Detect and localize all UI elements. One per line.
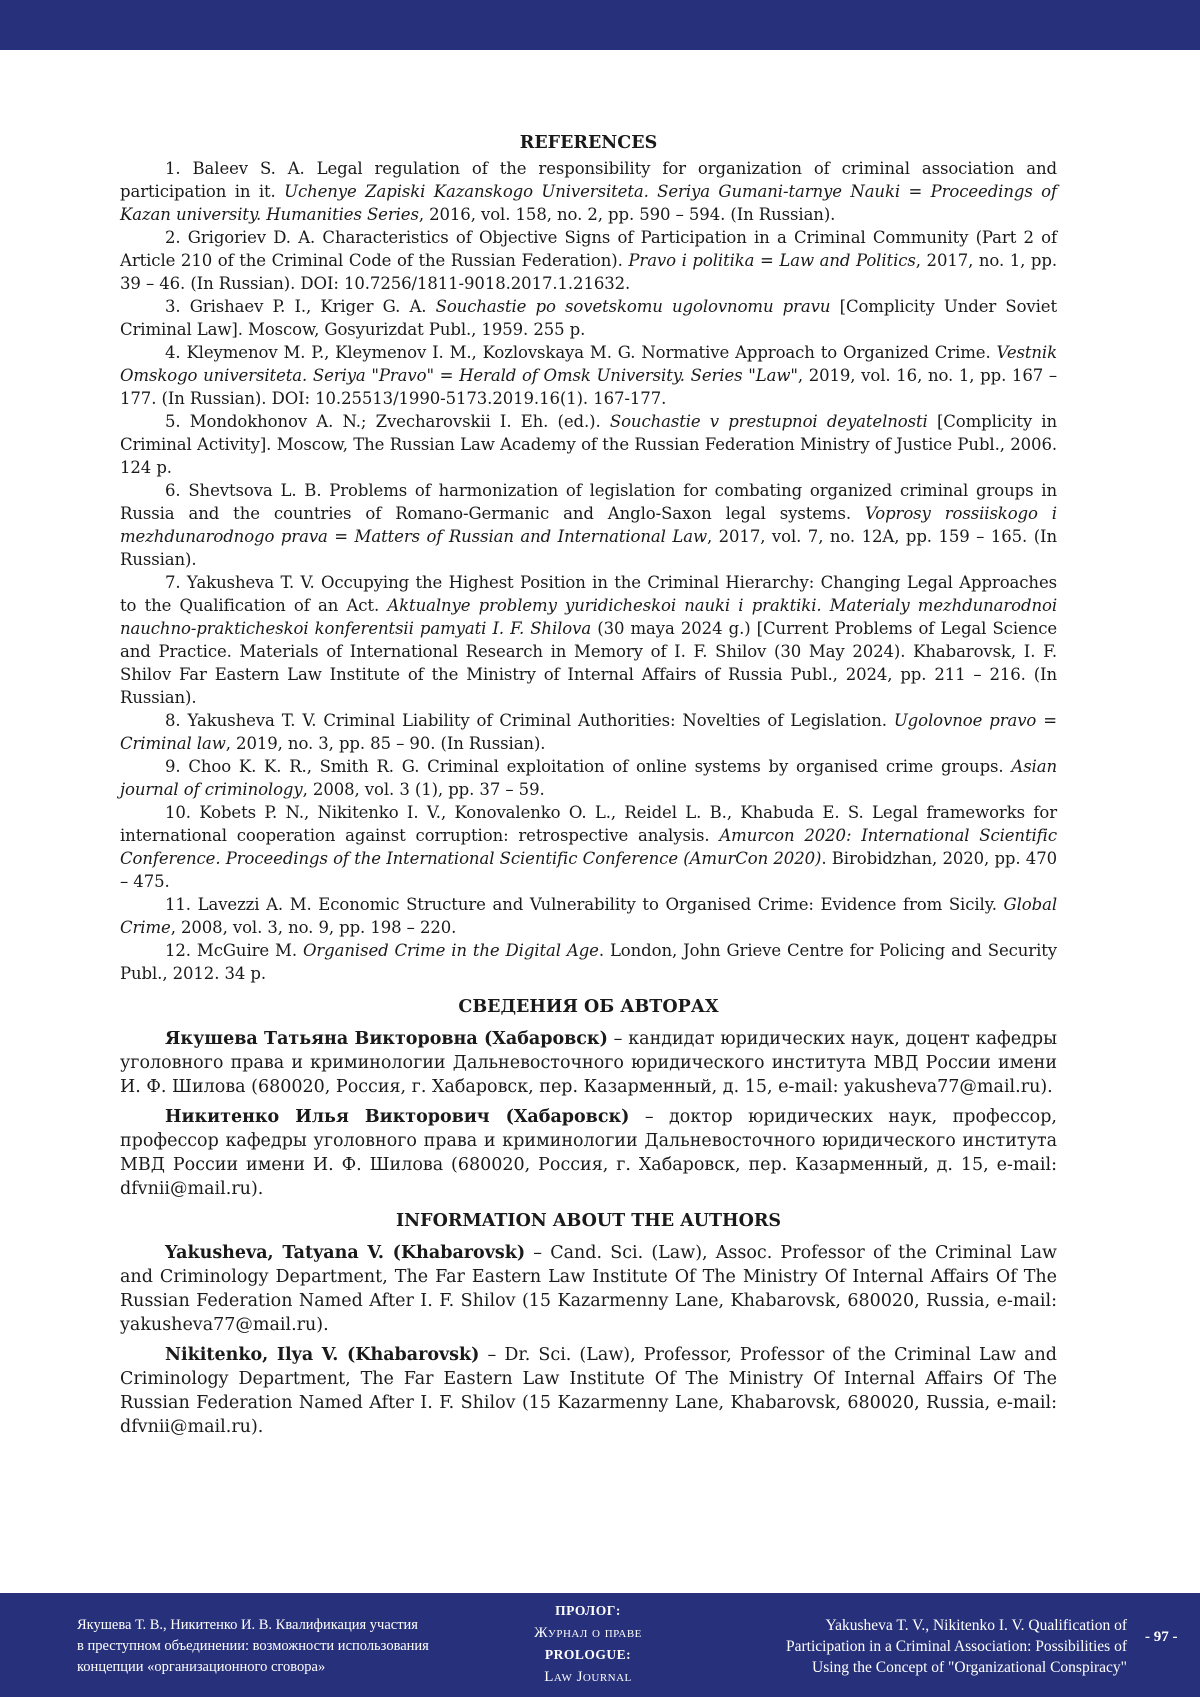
reference-text: 10. Kobets P. N., Nikitenko I. V., Konovalenko O. L., Reidel L. B., Khabuda E. S. Legal frameworks for international cooperation against corruption: retrospective analysis. [120,803,1057,845]
reference-text: , 2017, vol. 7, no. 12A, pp. 159 – 165. (In Russian). [120,527,1057,569]
footer-en-line: Participation in a Criminal Association: Possibilities of [786,1638,1127,1655]
header-bar [0,0,1200,50]
reference-item [120,939,1057,985]
reference-text: 9. Choo K. K. R., Smith R. G. Criminal exploitation of online systems by organised crime groups. [165,757,1012,776]
reference-item [120,479,1057,571]
footer-ru-line: в преступном объединении: возможности использования [77,1638,429,1654]
reference-text: 7. Yakusheva T. V. Occupying the Highest Position in the Criminal Hierarchy: Changing Legal Approaches to the Qualification of an Act. [120,573,1057,615]
reference-text: 8. Yakusheva T. V. Criminal Liability of Criminal Authorities: Novelties of Legislation. [165,711,894,730]
references-list [120,157,1057,985]
author-details: – доктор юридических наук, профессор, профессор кафедры уголовного права и криминологии Дальневосточного юридического института МВД России имени И. Ф. Шилова (680020, Россия, г. Хабаровск, пер. Казарменный, д. 15, e-mail: dfvnii@mail.ru). [120,1107,1057,1199]
reference-source-title: Pravo i politika = Law and Politics [628,251,916,270]
author-details: – кандидат юридических наук, доцент кафедры уголовного права и криминологии Дальневосточного юридического института МВД России имени И. Ф. Шилова (680020, Россия, г. Хабаровск, пер. Казарменный, д. 15, e-mail: yakusheva77@mail.ru). [120,1029,1057,1097]
reference-source-title: Global Crime [120,895,1057,937]
author-name: Никитенко Илья Викторович (Хабаровск) [165,1107,630,1127]
reference-source-title: Amurcon 2020: International Scientific Conference. Proceedings of the International Scientific Conference (AmurCon 2020) [120,826,1057,868]
reference-source-title: Souchastie v prestupnoi deyatelnosti [609,412,928,431]
reference-item [120,801,1057,893]
author-details: – Dr. Sci. (Law), Professor, Professor of the Criminal Law and Criminology Department, The Far Eastern Law Institute Of The Ministry Of Internal Affairs Of The Russian Federation Named After I. F. Shilov (15 Kazarmenny Lane, Khabarovsk, 680020, Russia, e-mail: dfvnii@mail.ru). [120,1345,1057,1437]
reference-source-title: Souchastie po sovetskomu ugolovnomu pravu [435,297,831,316]
reference-text: , 2016, vol. 158, no. 2, pp. 590 – 594. (In Russian). [418,205,836,224]
reference-text: (30 maya 2024 g.) [Current Problems of Legal Science and Practice. Materials of International Research in Memory of I. F. Shilov (30 May 2024). Khabarovsk, I. F. Shilov Far Eastern Law Institute of the Ministry of Internal Affairs of Russia Publ., 2024, pp. 211 – 216. (In Russian). [120,619,1057,707]
authors-en-heading: INFORMATION ABOUT THE AUTHORS [395,1211,782,1231]
reference-text: 4. Kleymenov M. P., Kleymenov I. M., Kozlovskaya M. G. Normative Approach to Organized Crime. [165,343,997,362]
reference-source-title: Uchenye Zapiski Kazanskogo Universiteta. Seriya Gumani-tarnye Nauki = Proceedings of Kazan university. Humanities Series [120,182,1057,224]
reference-item [120,157,1057,226]
reference-item [120,893,1057,939]
reference-source-title: Asian journal of criminology [120,757,1057,799]
reference-source-title: Vestnik Omskogo universiteta. Seriya "Pravo" = Herald of Omsk University. Series "Law" [120,343,1057,385]
reference-text: , 2008, vol. 3 (1), pp. 37 – 59. [302,780,545,799]
reference-item [120,341,1057,410]
reference-text: 1. Baleev S. A. Legal regulation of the responsibility for organization of criminal association and participation in it. [120,159,1057,201]
author-entry [120,1105,1057,1201]
journal-logo-text [488,1600,688,1688]
reference-text: [Complicity in Criminal Activity]. Moscow, The Russian Law Academy of the Russian Federation Ministry of Justice Publ., 2006. 124 p. [120,412,1057,477]
reference-text: . Birobidzhan, 2020, pp. 470 – 475. [120,849,1057,891]
authors-ru-list [120,1027,1057,1201]
references-heading: REFERENCES [519,133,658,153]
reference-text: 6. Shevtsova L. B. Problems of harmonization of legislation for combating organized criminal groups in Russia and the countries of Romano-Germanic and Anglo-Saxon legal systems. [120,481,1057,523]
footer-citation-ru [77,1615,477,1678]
footer-ru-line: Якушева Т. В., Никитенко И. В. Квалификация участия [77,1617,418,1633]
reference-source-title: Voprosy rossiiskogo i mezhdunarodnogo prava = Matters of Russian and International Law [120,504,1057,546]
author-details: – Cand. Sci. (Law), Assoc. Professor of the Criminal Law and Criminology Department, The Far Eastern Law Institute Of The Ministry Of Internal Affairs Of The Russian Federation Named After I. F. Shilov (15 Kazarmenny Lane, Khabarovsk, 680020, Russia, e-mail: yakusheva77@mail.ru). [120,1243,1058,1335]
footer-en-line: Using the Concept of "Organizational Conspiracy" [812,1659,1127,1676]
reference-text: , 2019, no. 3, pp. 85 – 90. (In Russian). [225,734,546,753]
reference-item [120,226,1057,295]
reference-text: [Complicity Under Soviet Criminal Law]. Moscow, Gosyurizdat Publ., 1959. 255 p. [120,297,1057,339]
footer-ru-line: концепции «организационного сговора» [77,1659,326,1675]
reference-item [120,571,1057,709]
footer-en-line: Yakusheva T. V., Nikitenko I. V. Qualification of [825,1617,1127,1634]
footer-citation-en [720,1615,1127,1678]
reference-text: 12. McGuire M. [165,941,303,960]
reference-text: 2. Grigoriev D. A. Characteristics of Objective Signs of Participation in a Criminal Community (Part 2 of Article 210 of the Criminal Code of the Russian Federation). [120,228,1057,270]
reference-text: , 2019, vol. 16, no. 1, pp. 167 – 177. (In Russian). DOI: 10.25513/1990-5173.2019.16(1). 167-177. [120,366,1058,408]
reference-item [120,755,1057,801]
authors-ru-heading: СВЕДЕНИЯ ОБ АВТОРАХ [458,997,719,1017]
reference-source-title: Aktualnye problemy yuridicheskoi nauki i praktiki. Materialy mezhdunarodnoi nauchno-prakticheskoi konferentsii pamyati I. F. Shilova [120,596,1058,638]
reference-item [120,410,1057,479]
author-entry [120,1027,1057,1099]
journal-en-subtitle: Law Journal [544,1669,632,1685]
reference-text: . London, John Grieve Centre for Policing and Security Publ., 2012. 34 p. [120,941,1058,983]
author-entry [120,1241,1057,1337]
author-name: Якушева Татьяна Викторовна (Хабаровск) [165,1029,608,1049]
reference-text: , 2017, no. 1, pp. 39 – 46. (In Russian). DOI: 10.7256/1811-9018.2017.1.21632. [120,251,1057,293]
article-body [120,131,1057,1445]
reference-item [120,709,1057,755]
reference-source-title: Ugolovnoe pravo = Criminal law [120,711,1057,753]
journal-en-title: PROLOGUE: [544,1647,632,1662]
journal-ru-title: ПРОЛОГ: [555,1603,621,1618]
reference-text: 11. Lavezzi A. M. Economic Structure and Vulnerability to Organised Crime: Evidence from Sicily. [165,895,1004,914]
authors-en-list [120,1241,1057,1439]
page-number: - 97 - [1145,1629,1178,1645]
footer-bar [0,1593,1200,1697]
reference-item [120,295,1057,341]
reference-text: , 2008, vol. 3, no. 9, pp. 198 – 220. [170,918,457,937]
author-name: Nikitenko, Ilya V. (Khabarovsk) [165,1345,480,1365]
journal-ru-subtitle: Журнал о праве [534,1625,642,1641]
reference-text: 5. Mondokhonov A. N.; Zvecharovskii I. Eh. (ed.). [165,412,610,431]
reference-text: 3. Grishaev P. I., Kriger G. A. [165,297,436,316]
reference-source-title: Organised Crime in the Digital Age [302,941,599,960]
author-entry [120,1343,1057,1439]
author-name: Yakusheva, Tatyana V. (Khabarovsk) [165,1243,526,1263]
